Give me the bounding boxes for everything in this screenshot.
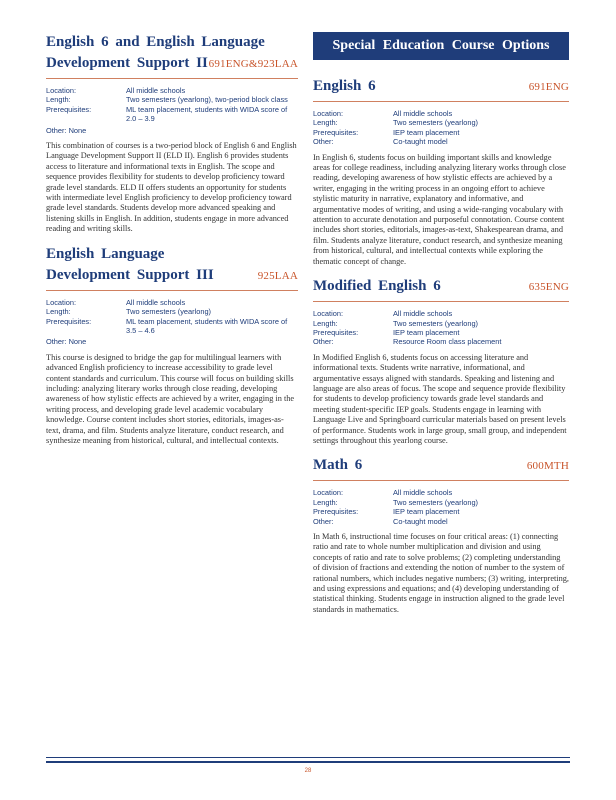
prereq-label: Prerequisites: — [46, 104, 92, 114]
course-description: In English 6, students focus on building important skills and knowledge areas for college readiness, including analyzing literary works through close reading, developing awareness of how stylistic effects are achieved by a writer, engaging in the writing process in an ongoing effort to achieve stylistic maturity in narrative, explanatory and informative, and argumentative modes of writing, and using a wide-ranging vocabulary with attention to accurate denotation and purposeful connotation. Course content includes short stories, editorials, images-as-text, Shakespearean drama, and film. Students analyze literature, conduct research, and synthesize meaning from historical, cultural, and intellectual contexts while exploring the thematic concept of change. — [313, 152, 566, 266]
course-title-line1: English Language — [46, 245, 165, 262]
course-meta — [313, 488, 569, 526]
course-title — [46, 244, 298, 287]
course-title-line2: Development Support II — [46, 55, 208, 71]
location-value: All middle schools — [126, 86, 186, 95]
prereq-value: ML team placement, students with WIDA score of 3.5 – 4.6 — [126, 316, 288, 335]
length-value: Two semesters (yearlong) — [393, 318, 479, 328]
prereq-label: Prerequisites: — [46, 316, 92, 326]
other-label: Other: — [313, 516, 334, 526]
prereq-label: Prerequisites: — [313, 507, 359, 517]
length-label: Length: — [46, 95, 71, 105]
other-value: Resource Room class placement — [393, 337, 502, 347]
course-meta — [46, 298, 298, 347]
course-description: In Math 6, instructional time focuses on four critical areas: (1) connecting ratio and rate to whole number multiplication and division and using concepts of ratio and rate to solve problems; (2) completing understanding of division of fractions and extending the notion of number to the system of rational numbers, which includes negative numbers; (3) writing, interpreting, and using expressions and equations; and (4) developing understanding of statistical thinking. Students engage in instruction aligned to the grade level standards in mathematics. — [313, 532, 569, 614]
other-value: Co-taught model — [393, 516, 448, 526]
title-divider — [46, 290, 298, 291]
course-description: This course is designed to bridge the gap for multilingual learners with advanced English proficiency to increase accessibility to grade level content standards and curriculum. This course will focus on building skills including: analyzing literary works through close reading, developing awareness of how stylistic effects are achieved by a writer, engaging in the writing process, and developing grade level academic vocabulary knowledge. Course content includes short stories, editorials, images-as-text, drama, and film. Students analyze literature, conduct research, and synthesize meaning from historical, cultural, and intellectual contexts. — [46, 352, 295, 445]
course-title — [313, 76, 569, 98]
course-title-text: English 6 — [313, 78, 376, 94]
prereq-value: ML team placement, students with WIDA score of 2.0 – 3.9 — [126, 104, 288, 124]
location-label: Location: — [313, 109, 343, 118]
course-title-text: Math 6 — [313, 457, 363, 474]
location-value: All middle schools — [393, 309, 453, 319]
left-column — [46, 32, 298, 446]
other-value: Other: None — [46, 125, 87, 135]
footer-divider-thick — [46, 761, 570, 763]
length-value: Two semesters (yearlong), two-period block class — [126, 95, 288, 105]
title-divider — [313, 301, 569, 302]
prereq-label: Prerequisites: — [313, 127, 359, 137]
page-number: 28 — [304, 768, 312, 774]
section-banner: Special Education Course Options — [313, 32, 569, 60]
course-title-line2: Development Support III — [46, 266, 214, 283]
length-label: Length: — [313, 318, 338, 328]
course-title-line1: English 6 and English Language — [46, 34, 265, 50]
length-label: Length: — [46, 307, 71, 317]
course-code: 635ENG — [528, 281, 569, 294]
course-title — [46, 32, 298, 75]
length-label: Length: — [313, 497, 338, 507]
other-value: Other: None — [46, 337, 87, 347]
title-divider — [46, 78, 298, 79]
course-code: 691ENG&923LAA — [208, 58, 298, 70]
length-value: Two semesters (yearlong) — [393, 118, 479, 128]
location-label: Location: — [313, 309, 343, 319]
prereq-value: IEP team placement — [393, 127, 460, 137]
course-code: 691ENG — [528, 81, 569, 93]
right-column — [313, 32, 569, 615]
course-title — [313, 455, 569, 477]
length-value: Two semesters (yearlong) — [126, 307, 212, 317]
course-english6 — [313, 76, 569, 267]
course-meta — [46, 86, 298, 135]
course-modified-english6 — [313, 276, 569, 446]
course-description: In Modified English 6, students focus on accessing literature and informational texts. Students write narrative, informational, and argumentative essays aligned with standards. Speaking and listening and language are also areas of focus. The scope and sequence provide flexibility for students to develop proficiency towards grade level standards and meeting student-specific IEP goals. Students engage in learning with Language Live and Springboard curricular materials based on present levels of performance. Students work in large group, small group, and independent settings throughout this yearlong course. — [313, 352, 567, 445]
course-title — [313, 276, 569, 298]
other-label: Other: — [313, 337, 334, 347]
length-value: Two semesters (yearlong) — [393, 497, 479, 507]
other-value: Co-taught model — [393, 137, 448, 147]
other-label: Other: — [313, 137, 334, 147]
prereq-label: Prerequisites: — [313, 327, 359, 337]
length-label: Length: — [313, 118, 338, 128]
location-label: Location: — [46, 86, 76, 95]
location-label: Location: — [313, 488, 343, 498]
course-title-text: Modified English 6 — [313, 278, 441, 295]
course-math6 — [313, 455, 569, 615]
location-label: Location: — [46, 297, 76, 307]
course-code: 600MTH — [526, 460, 569, 473]
footer-divider — [46, 757, 570, 758]
location-value: All middle schools — [126, 297, 186, 307]
location-value: All middle schools — [393, 109, 453, 118]
location-value: All middle schools — [393, 488, 453, 498]
prereq-value: IEP team placement — [393, 507, 460, 517]
prereq-value: IEP team placement — [393, 327, 460, 337]
course-description: This combination of courses is a two-period block of English 6 and English Language Development Support II (ELD II). English 6 provides students access to literature and informational texts in English. The scope and sequence provides flexibility for students to develop proficiency toward grade level standards. ELD II offers students an opportunity for students with intermediate level English proficiency to develop proficiency toward grade level standards. Students develop more advanced speaking and listening skills in English. In addition, students engage in more advanced reading and writing skills. — [46, 141, 297, 234]
title-divider — [313, 480, 569, 481]
course-english6-eld2 — [46, 32, 298, 235]
title-divider — [313, 101, 569, 102]
course-eld3 — [46, 244, 298, 447]
course-code: 925LAA — [257, 269, 298, 282]
course-meta — [313, 309, 569, 347]
course-meta — [313, 109, 569, 147]
